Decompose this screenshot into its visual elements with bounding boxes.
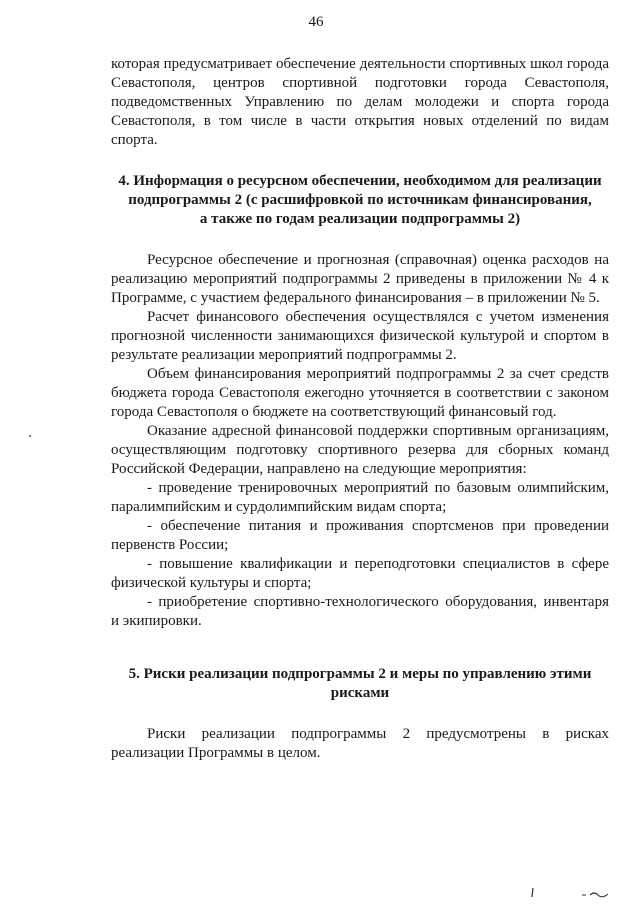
section-5-heading-line-2: рисками — [330, 685, 390, 701]
section-4-heading-line-3: а также по годам реализации подпрограммы 2) — [199, 211, 521, 227]
section-4-paragraph-4: Оказание адресной финансовой поддержки спортивным организациям, осуществляющим подготовку спортивного резерва для сборных команд Российской Федерации, направлено на следующие мероприятия: — [111, 423, 609, 477]
list-item: - повышение квалификации и переподготовки специалистов в сфере физической культуры и спорта; — [111, 556, 609, 591]
list-item: - приобретение спортивно-технологического оборудования, инвентаря и экипировки. — [111, 594, 609, 629]
measures-list — [111, 479, 609, 631]
section-4-paragraph-3: Объем финансирования мероприятий подпрограммы 2 за счет средств бюджета города Севастополя ежегодно уточняется в соответствии с законом города Севастополя о бюджете на соответствующий финансовый год. — [111, 366, 609, 420]
section-4-heading — [111, 172, 609, 229]
scan-speck — [29, 435, 31, 437]
handwritten-mark-icon — [530, 883, 616, 899]
intro-paragraph: которая предусматривает обеспечение деятельности спортивных школ города Севастополя, центров спортивной подготовки города Севастополя, подведомственных Управлению по делам молодежи и спорта города Севастополя, в том числе в части открытия новых отделений по видам спорта. — [111, 56, 609, 148]
section-4-paragraph-2: Расчет финансового обеспечения осуществлялся с учетом изменения прогнозной численности занимающихся физической культурой и спортом в результате реализации мероприятий подпрограммы 2. — [111, 309, 609, 363]
list-item: - обеспечение питания и проживания спортсменов при проведении первенств России; — [111, 518, 609, 553]
page-number: 46 — [308, 14, 324, 30]
section-5-heading-line-1: 5. Риски реализации подпрограммы 2 и меры по управлению этими — [128, 666, 592, 682]
section-5-heading — [111, 665, 609, 703]
section-4-heading-line-2: подпрограммы 2 (с расшифровкой по источникам финансирования, — [128, 192, 592, 208]
section-5-paragraph-1: Риски реализации подпрограммы 2 предусмотрены в рисках реализации Программы в целом. — [111, 726, 609, 761]
section-4-paragraph-1: Ресурсное обеспечение и прогнозная (справочная) оценка расходов на реализацию мероприятий подпрограммы 2 приведены в приложении № 4 к Программе, с участием федерального финансирования – в приложении № 5. — [111, 252, 609, 306]
document-body — [111, 55, 609, 763]
list-item: - проведение тренировочных мероприятий по базовым олимпийским, паралимпийским и сурдолимпийским видам спорта; — [111, 480, 609, 515]
section-4-heading-line-1: 4. Информация о ресурсном обеспечении, необходимом для реализации — [118, 173, 602, 189]
